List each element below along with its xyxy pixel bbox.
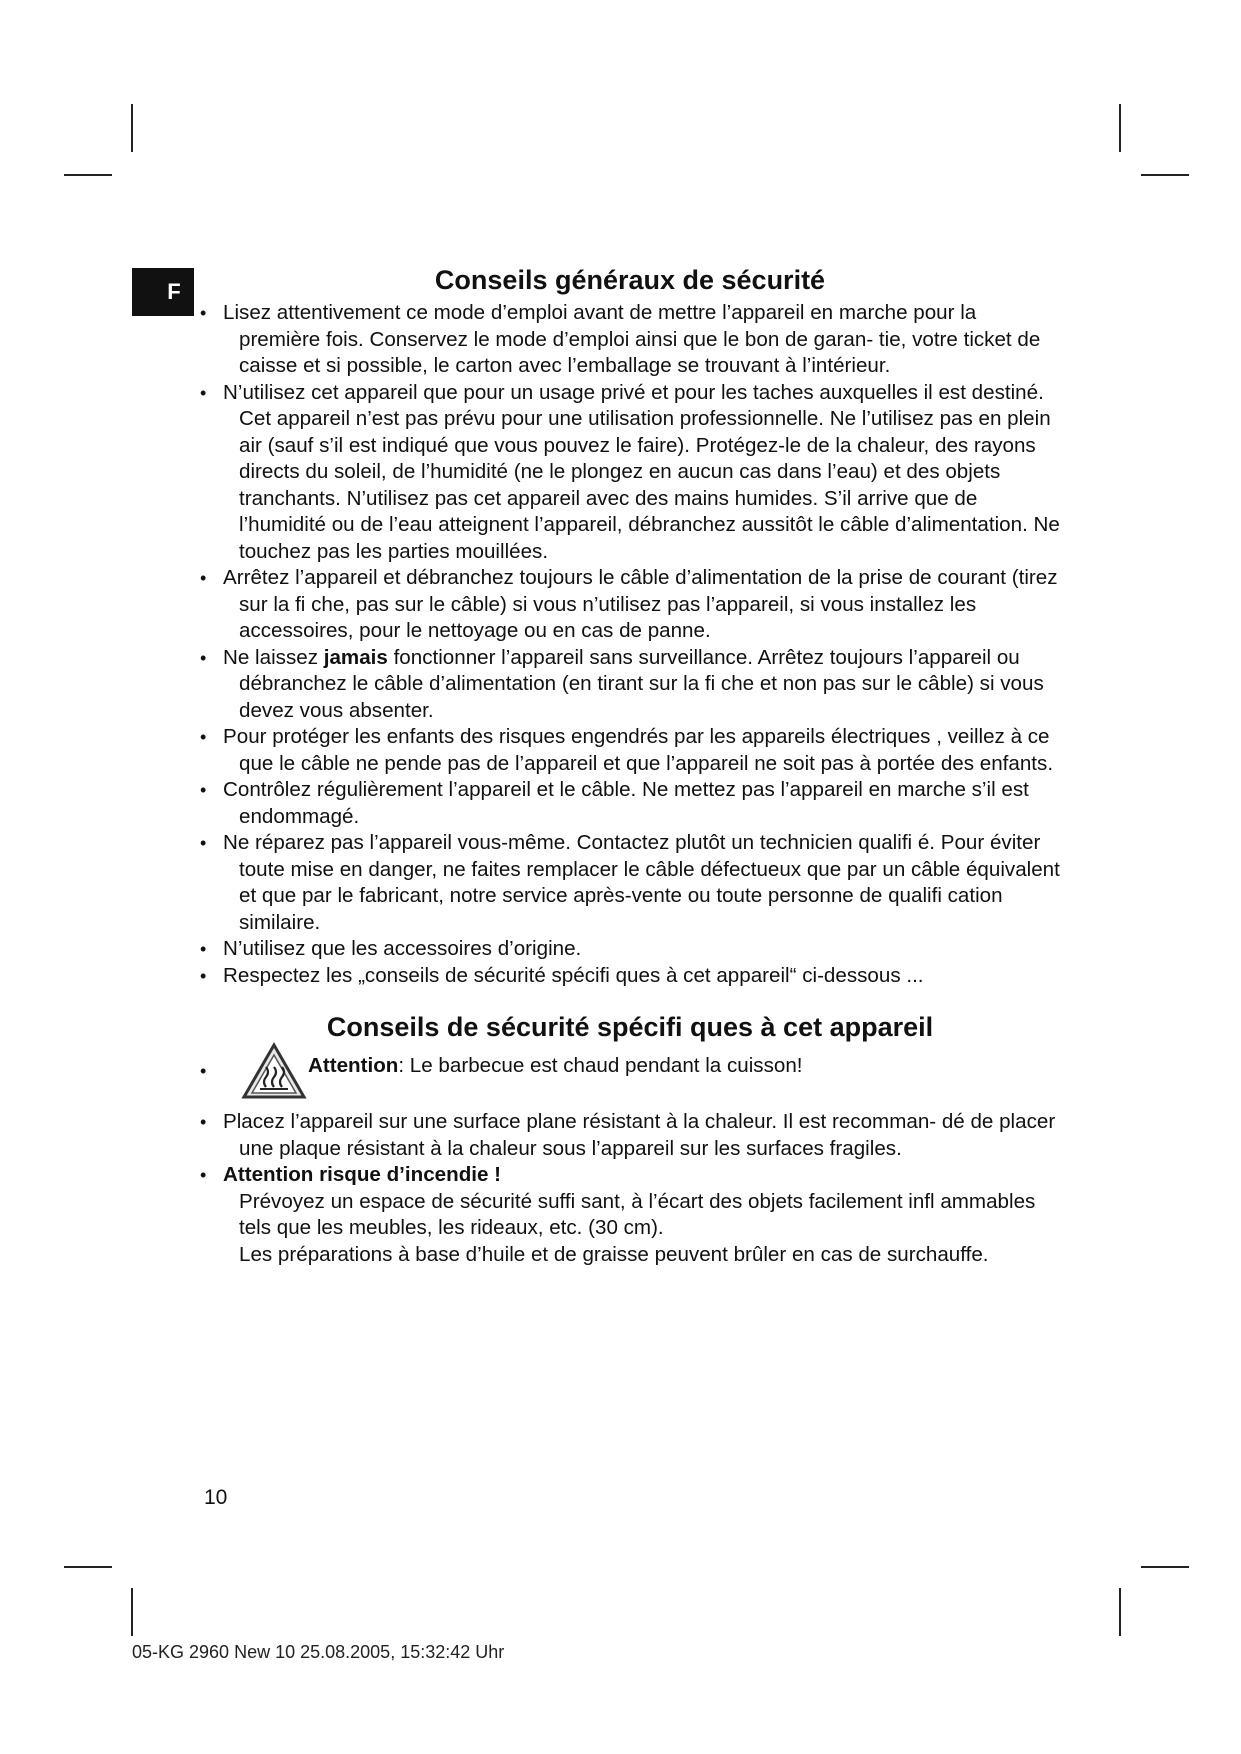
crop-mark: [1141, 1566, 1189, 1568]
list-item: • N’utilisez que les accessoires d’origine.: [200, 936, 1060, 963]
page-content: [200, 262, 1060, 1268]
hot-surface-warning-icon: [240, 1041, 308, 1101]
fire-warning-text: Les préparations à base d’huile et de graisse peuvent brûler en cas de surchauffe.: [239, 1242, 989, 1266]
general-safety-heading: Conseils généraux de sécurité: [434, 265, 826, 295]
emphasis: jamais: [323, 645, 388, 669]
general-safety-list: [200, 300, 1060, 989]
list-item: • Attention: Le barbecue est chaud pendant la cuisson!: [200, 1049, 1060, 1109]
list-item: • Contrôlez régulièrement l’appareil et le câble. Ne mettez pas l’appareil en marche s’il est endommagé.: [200, 777, 1060, 830]
attention-label: Attention: [308, 1054, 399, 1077]
crop-mark: [64, 174, 112, 176]
list-item: [200, 1162, 1060, 1268]
crop-mark: [1119, 104, 1121, 152]
language-tab: F: [132, 268, 194, 316]
list-item: • Pour protéger les enfants des risques engendrés par les appareils électriques , veillez à ce que le câble ne pende pas de l’appareil et que l’appareil ne soit pas à portée des enfants.: [200, 724, 1060, 777]
page-number: 10: [204, 1486, 228, 1509]
crop-mark: [131, 1588, 133, 1636]
print-footer: 05-KG 2960 New 10 25.08.2005, 15:32:42 Uhr: [132, 1642, 505, 1662]
list-item: • Ne réparez pas l’appareil vous-même. Contactez plutôt un technicien qualifi é. Pour éviter toute mise en danger, ne faites remplacer le câble défectueux que par un câble équivalent et que par le fabricant, notre service après-vente ou toute personne de qualifi cation similaire.: [200, 830, 1060, 936]
crop-mark: [131, 104, 133, 152]
list-item: • Lisez attentivement ce mode d’emploi avant de mettre l’appareil en marche pour la première fois. Conservez le mode d’emploi ainsi que le bon de garan- tie, votre ticket de caisse et si possible, le carton avec l’emballage se trouvant à l’intérieur.: [200, 300, 1060, 380]
crop-mark: [64, 1566, 112, 1568]
specific-safety-heading: Conseils de sécurité spécifi ques à cet appareil: [326, 1012, 934, 1042]
crop-mark: [1119, 1588, 1121, 1636]
list-item: • Arrêtez l’appareil et débranchez toujours le câble d’alimentation de la prise de courant (tirez sur la fi che, pas sur le câble) si vous n’utilisez pas l’appareil, si vous installez les accessoires, pour le nettoyage ou en cas de panne.: [200, 565, 1060, 645]
list-item: • Respectez les „conseils de sécurité spécifi ques à cet appareil“ ci-dessous ...: [200, 963, 1060, 990]
specific-safety-list: [200, 1049, 1060, 1268]
fire-warning-text: Prévoyez un espace de sécurité suffi sant, à l’écart des objets facilement infl ammables tels que les meubles, les rideaux, etc. (30 cm).: [239, 1189, 1036, 1239]
list-item: • N’utilisez cet appareil que pour un usage privé et pour les taches auxquelles il est destiné. Cet appareil n’est pas prévu pour une utilisation professionnelle. Ne l’utilisez pas en plein air (sauf s’il est indiqué que vous pouvez le faire). Protégez-le de la chaleur, des rayons directs du soleil, de l’humidité (ne le plongez en aucun cas dans l’eau) et des objets tranchants. N’utilisez pas cet appareil avec des mains humides. S’il arrive que de l’humidité ou de l’eau atteignent l’appareil, débranchez aussitôt le câble d’alimentation. Ne touchez pas les parties mouillées.: [200, 380, 1060, 566]
list-item: • Ne laissez jamais fonctionner l’appareil sans surveillance. Arrêtez toujours l’appareil ou débranchez le câble d’alimentation (en tirant sur la fi che et non pas sur le câble) si vous devez vous absenter.: [200, 645, 1060, 725]
crop-mark: [1141, 174, 1189, 176]
list-item: • Placez l’appareil sur une surface plane résistant à la chaleur. Il est recomman- dé de placer une plaque résistant à la chaleur sous l’appareil sur les surfaces fragiles.: [200, 1109, 1060, 1162]
fire-warning-title: Attention risque d’incendie !: [223, 1163, 502, 1186]
